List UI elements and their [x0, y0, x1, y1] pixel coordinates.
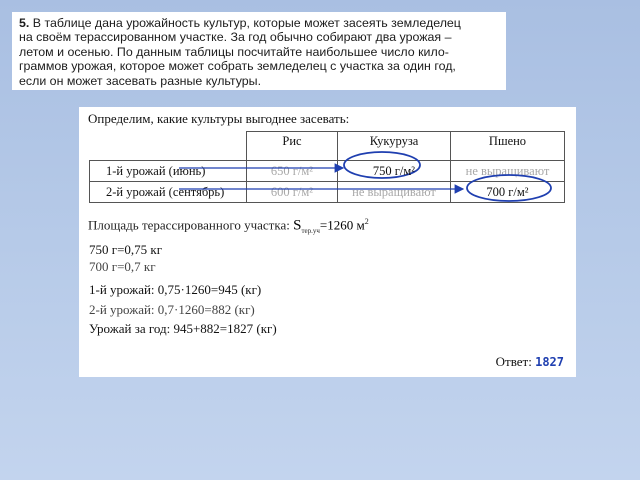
cell-millet-2: 700 г/м² [451, 182, 565, 203]
harvest-2-calc: 2-й урожай: 0,7·1260=882 (кг) [89, 302, 255, 317]
problem-line-1: 5. В таблице дана урожайность культур, которые может засеять земледелец [19, 16, 461, 30]
area-symbol: S [293, 217, 302, 234]
solution-card [79, 107, 576, 377]
column-millet: Пшено [451, 132, 565, 161]
row-label-harvest-2: 2-й урожай (сентябрь) [90, 182, 247, 203]
table-header-row [90, 132, 565, 161]
problem-card [12, 12, 506, 90]
cell-rice-2: 600 г/м² [247, 182, 338, 203]
yield-table [89, 131, 565, 203]
row-label-harvest-1: 1-й урожай (июнь) [90, 161, 247, 182]
solution-heading: Определим, какие культуры выгоднее засевать: [88, 111, 350, 126]
table-row [90, 182, 565, 203]
conversion-corn: 750 г=0,75 кг [89, 242, 163, 257]
problem-line-5: если он может засевать разные культуры. [19, 73, 262, 88]
area-unit-power: 2 [364, 217, 369, 226]
area-line [88, 217, 369, 234]
conversion-millet: 700 г=0,7 кг [89, 259, 156, 274]
column-rice: Рис [247, 132, 338, 161]
cell-corn-1: 750 г/м² [338, 161, 451, 182]
table-row [90, 161, 565, 182]
problem-number: 5. [19, 16, 30, 30]
answer [496, 354, 564, 370]
answer-value: 1827 [535, 355, 564, 369]
problem-line-3: летом и осенью. По данным таблицы посчитайте наибольшее число кило- [19, 44, 449, 59]
cell-rice-1: 650 г/м² [247, 161, 338, 182]
cell-millet-1: не выращивают [451, 161, 565, 182]
cell-corn-2: не выращивают [338, 182, 451, 203]
problem-line-2: на своём терассированном участке. За год обычно собирают два урожая – [19, 30, 452, 45]
area-label: Площадь терассированного участка: [88, 217, 290, 233]
yearly-total: Урожай за год: 945+882=1827 (кг) [89, 321, 277, 336]
column-corn: Кукуруза [338, 132, 451, 161]
harvest-1-calc: 1-й урожай: 0,75·1260=945 (кг) [89, 282, 262, 297]
table-corner [90, 132, 247, 161]
answer-label: Ответ: [495, 354, 536, 369]
problem-line-4: граммов урожая, которое может собрать земледелец с участка за один год, [19, 59, 456, 74]
area-subscript: тер.уч [301, 227, 320, 236]
area-value: =1260 м [319, 217, 365, 233]
